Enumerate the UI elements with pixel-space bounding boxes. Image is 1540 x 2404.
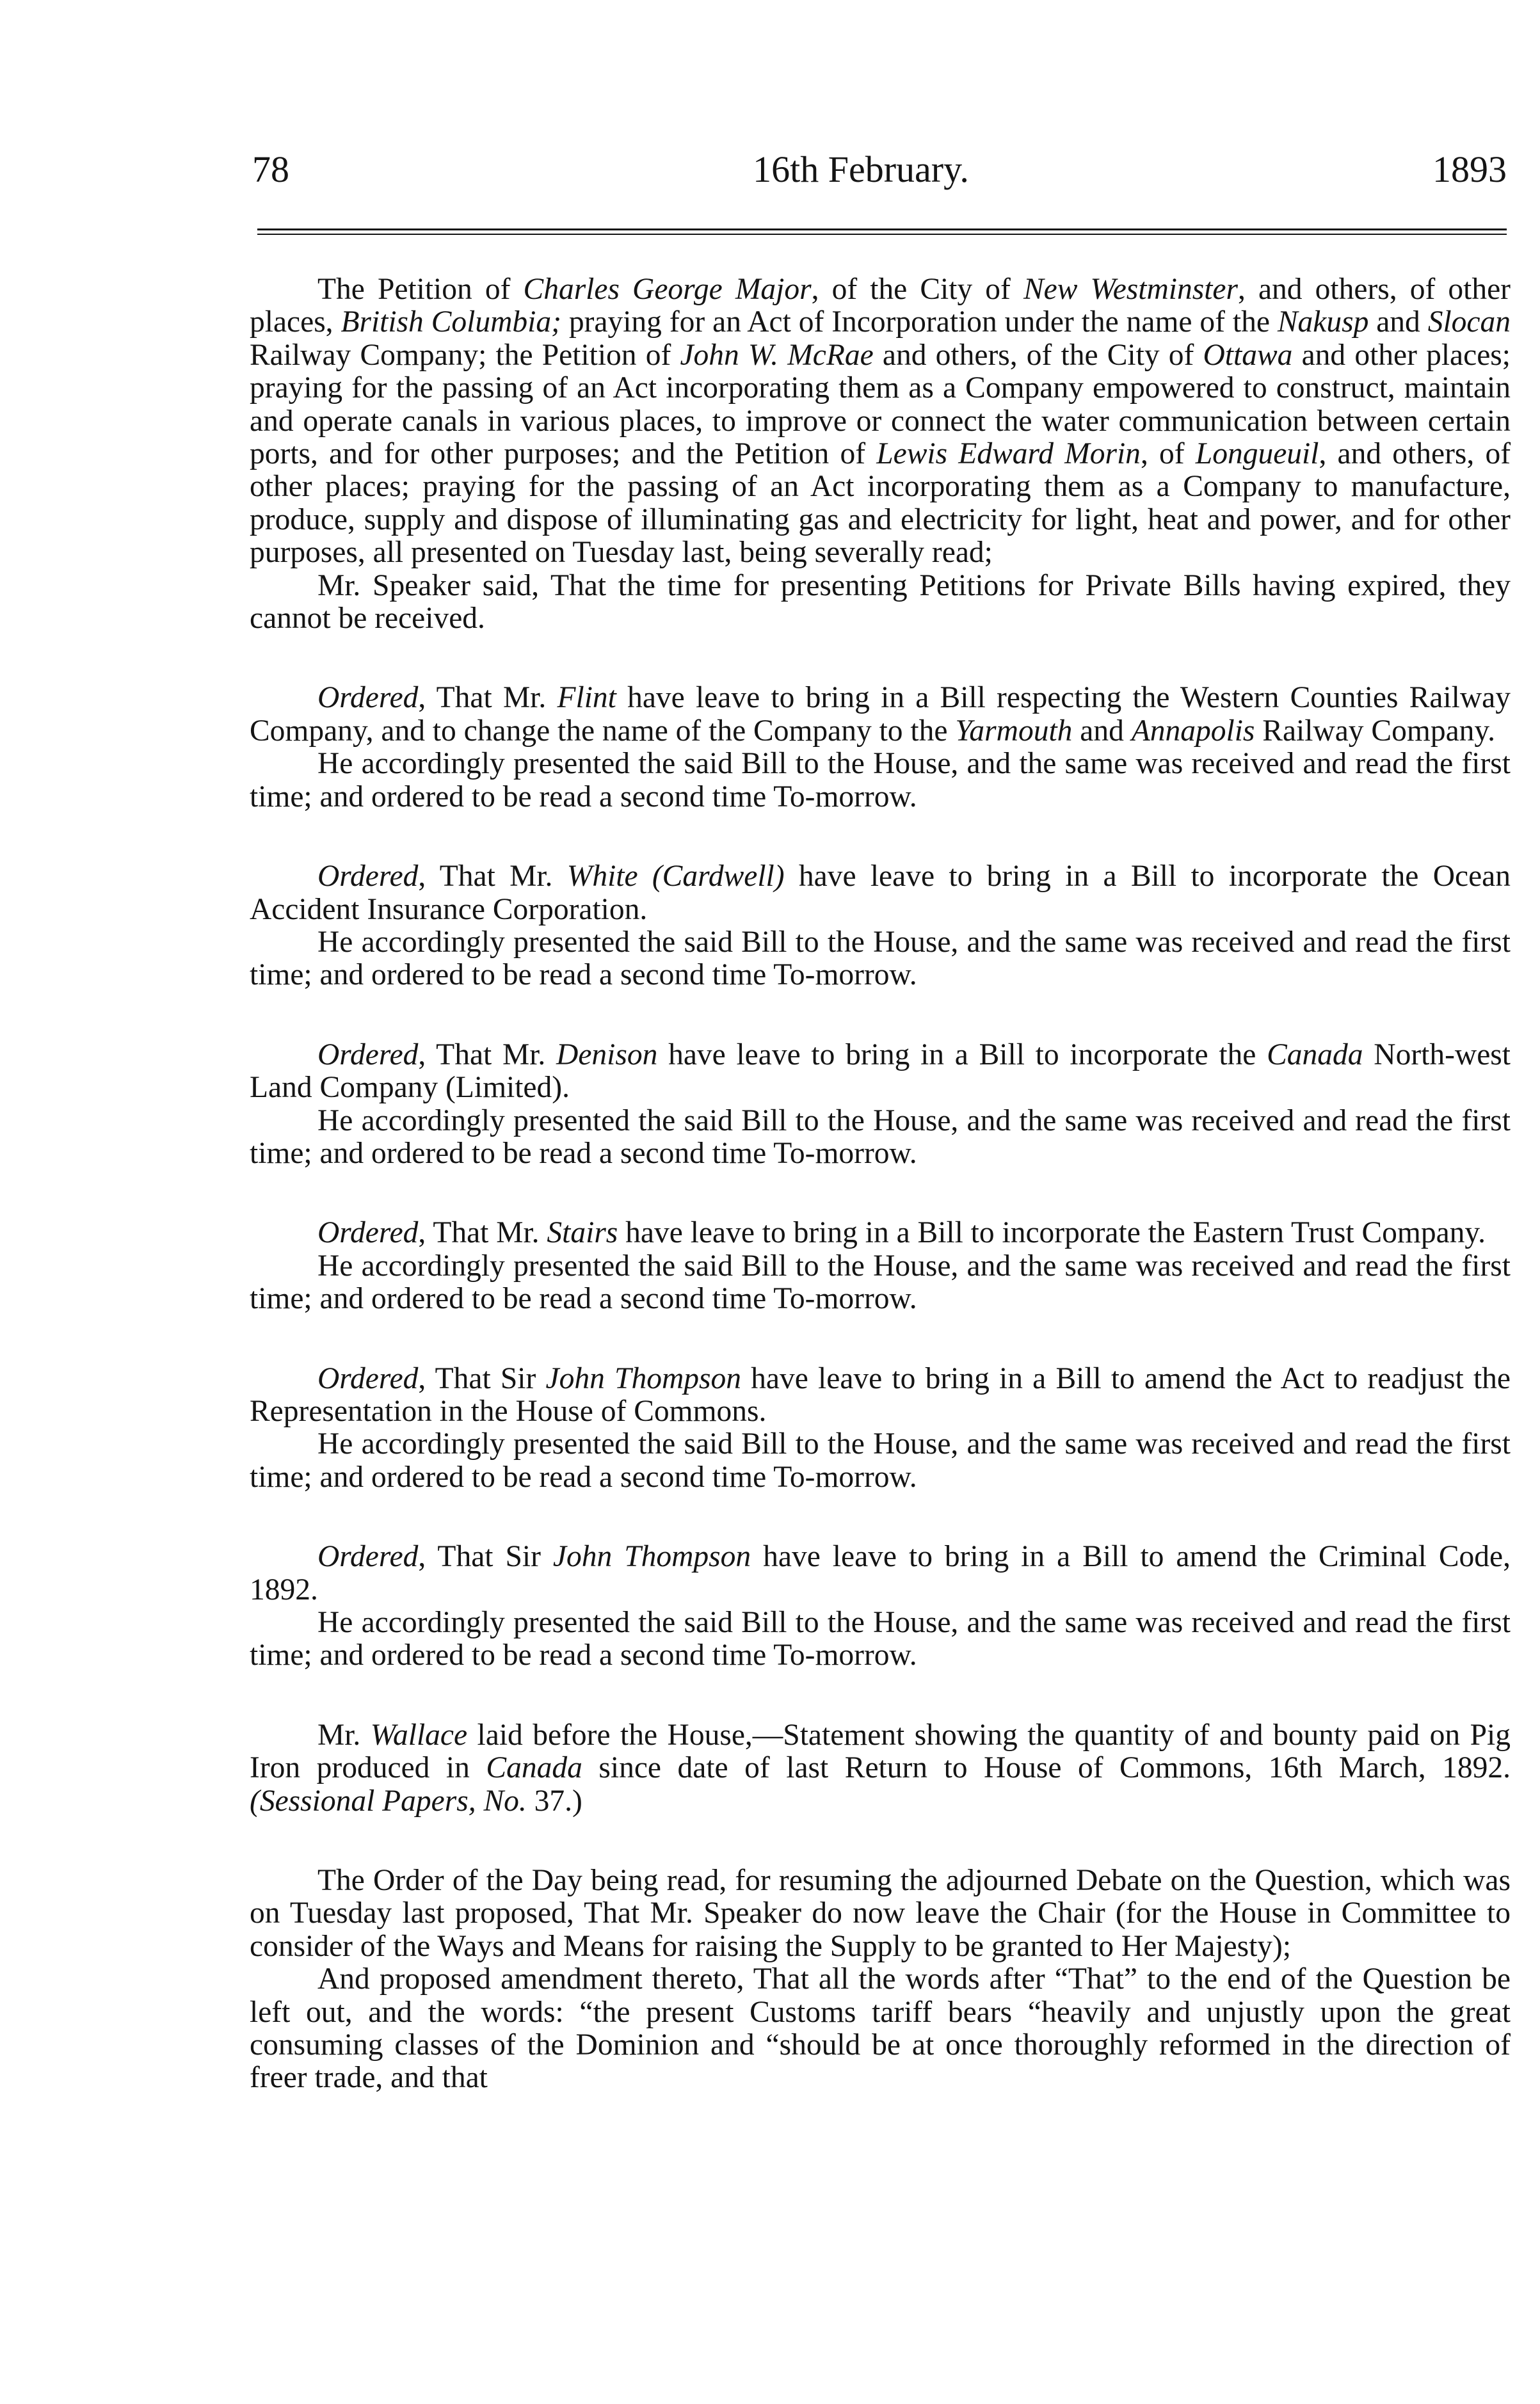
journal-paragraph <box>250 1428 1511 1494</box>
italic-text-run: Ordered <box>317 1361 419 1395</box>
text-run: , That Mr. <box>418 1216 547 1250</box>
italic-text-run: Ordered <box>317 681 419 715</box>
italic-text-run: Nakusp <box>1277 305 1369 339</box>
text-run: Railway Company. <box>1255 714 1495 748</box>
journal-paragraph <box>250 1217 1511 1249</box>
italic-text-run: (Sessional Papers, No. <box>250 1784 527 1818</box>
journal-paragraph <box>250 1963 1511 2095</box>
italic-text-run: Ordered <box>317 1540 419 1574</box>
header-year: 1893 <box>1432 148 1507 190</box>
italic-text-run: Ottawa <box>1203 338 1293 372</box>
italic-text-run: Canada <box>1267 1038 1363 1071</box>
text-run: And proposed amendment thereto, That all the words after “That” to the end of the Question be left out, and the words: “the present Customs tariff bears “heavily and unjustly upon the great consuming classes of the Dominion and “should be at once thoroughly reformed in the direction of freer trade, and that <box>250 1962 1511 2095</box>
text-run: since date of last Return to House of Commons, 16th March, 1892. <box>582 1751 1511 1785</box>
italic-text-run: Ordered <box>317 1216 419 1250</box>
text-run: have leave to bring in a Bill respecting the Western Counties Railway Company, and to change the name of the Company to the <box>250 681 1511 748</box>
journal-paragraph <box>250 570 1511 636</box>
text-run: have leave to bring in a Bill to incorporate the Eastern Trust Company. <box>618 1216 1486 1250</box>
text-run: He accordingly presented the said Bill to the House, and the same was received and read the first time; and ordered to be read a second time To-morrow. <box>250 1249 1511 1316</box>
journal-paragraph <box>250 1607 1511 1672</box>
text-run: He accordingly presented the said Bill to the House, and the same was received and read the first time; and ordered to be read a second time To-morrow. <box>250 925 1511 992</box>
italic-text-run: Slocan <box>1427 305 1511 339</box>
text-run: laid before the House,—Statement showing the quantity of and bounty paid on Pig Iron produced in <box>250 1718 1511 1785</box>
text-run: , That Mr. <box>418 1038 557 1071</box>
journal-paragraph <box>250 1250 1511 1316</box>
text-run: , That Sir <box>418 1540 553 1574</box>
text-run: and others, of the City of <box>873 338 1203 372</box>
text-run: He accordingly presented the said Bill to the House, and the same was received and read the first time; and ordered to be read a second time To-morrow. <box>250 1606 1511 1672</box>
header-double-rule <box>257 228 1507 235</box>
italic-text-run: British Columbia; <box>341 305 561 339</box>
journal-paragraph <box>250 748 1511 813</box>
text-run: and <box>1368 305 1428 339</box>
text-run: 37.) <box>526 1784 582 1818</box>
italic-text-run: Stairs <box>547 1216 618 1250</box>
text-run: have leave to bring in a Bill to incorporate the <box>657 1038 1267 1071</box>
text-run: The Order of the Day being read, for resuming the adjourned Debate on the Question, which was on Tuesday last proposed, That Mr. Speaker do now leave the Chair (for the House in Committee to consider of the Ways and Means for raising the Supply to be granted to Her Majesty); <box>250 1864 1511 1963</box>
text-run: , That Mr. <box>418 681 557 715</box>
journal-paragraph <box>250 273 1511 570</box>
italic-text-run: John W. McRae <box>680 338 874 372</box>
italic-text-run: Flint <box>557 681 616 715</box>
text-run: , and others, of other places; praying for the passing of an Act incorporating them as a Company to manufacture, produce, supply and dispose of illuminating gas and electricity for light, heat and power, and for other purposes, all presented on Tuesday last, being severally read; <box>250 437 1511 570</box>
italic-text-run: New Westminster <box>1023 273 1238 306</box>
italic-text-run: Charles George Major <box>523 273 812 306</box>
italic-text-run: Ordered <box>317 860 419 893</box>
italic-text-run: Denison <box>556 1038 658 1071</box>
text-run: Railway Company; the Petition of <box>250 338 680 372</box>
italic-text-run: Ordered <box>317 1038 419 1071</box>
text-run: have leave to bring in a Bill to incorporate the Ocean Accident Insurance Corporation. <box>250 860 1511 926</box>
journal-paragraph <box>250 1363 1511 1429</box>
text-run: He accordingly presented the said Bill to the House, and the same was received and read the first time; and ordered to be read a second time To-morrow. <box>250 1103 1511 1170</box>
text-run: and <box>1072 714 1132 748</box>
text-run: , of the City of <box>811 273 1023 306</box>
text-run: He accordingly presented the said Bill to the House, and the same was received and read the first time; and ordered to be read a second time To-morrow. <box>250 747 1511 813</box>
italic-text-run: John Thompson <box>545 1361 741 1395</box>
header-date: 16th February. <box>753 148 969 190</box>
text-run: and other places; praying for the passing of an Act incorporating them as a Company empowered to construct, maintain and operate canals in various places, to improve or connect the water communication between certain ports, and for other purposes; and the Petition of <box>250 338 1511 471</box>
text-run: , and others, of other places, <box>250 273 1511 339</box>
journal-paragraph <box>250 860 1511 926</box>
italic-text-run: Yarmouth <box>955 714 1073 748</box>
italic-text-run: Wallace <box>370 1718 468 1752</box>
journal-paragraph <box>250 1864 1511 1963</box>
journal-paragraph <box>250 1039 1511 1105</box>
text-run: praying for an Act of Incorporation under the name of the <box>561 305 1278 339</box>
journal-paragraph <box>250 1541 1511 1607</box>
text-run: , That Sir <box>418 1361 546 1395</box>
text-run: Mr. Speaker said, That the time for presenting Petitions for Private Bills having expired, they cannot be received. <box>250 568 1511 636</box>
text-run: , of <box>1140 437 1196 471</box>
text-run: have leave to bring in a Bill to amend the Act to readjust the Representation in the House of Commons. <box>250 1361 1511 1428</box>
journal-paragraph <box>250 682 1511 748</box>
text-run: Mr. <box>317 1718 371 1752</box>
text-run: , That Mr. <box>418 860 567 893</box>
journal-body <box>250 273 1511 2095</box>
italic-text-run: John Thompson <box>552 1540 751 1574</box>
italic-text-run: White (Cardwell) <box>566 860 785 893</box>
page-header <box>250 144 1511 195</box>
italic-text-run: Lewis Edward Morin <box>876 437 1141 471</box>
text-run: have leave to bring in a Bill to amend the Criminal Code, 1892. <box>250 1540 1511 1607</box>
page-number: 78 <box>252 148 289 190</box>
italic-text-run: Annapolis <box>1131 714 1255 748</box>
text-run: The Petition of <box>317 273 524 306</box>
journal-paragraph <box>250 1105 1511 1171</box>
italic-text-run: Longueuil <box>1195 437 1319 471</box>
text-run: He accordingly presented the said Bill to the House, and the same was received and read the first time; and ordered to be read a second time To-morrow. <box>250 1427 1511 1494</box>
italic-text-run: Canada <box>486 1751 582 1785</box>
journal-paragraph <box>250 1719 1511 1818</box>
text-run: North-west Land Company (Limited). <box>250 1038 1511 1105</box>
document-page <box>250 144 1511 2095</box>
journal-paragraph <box>250 926 1511 992</box>
